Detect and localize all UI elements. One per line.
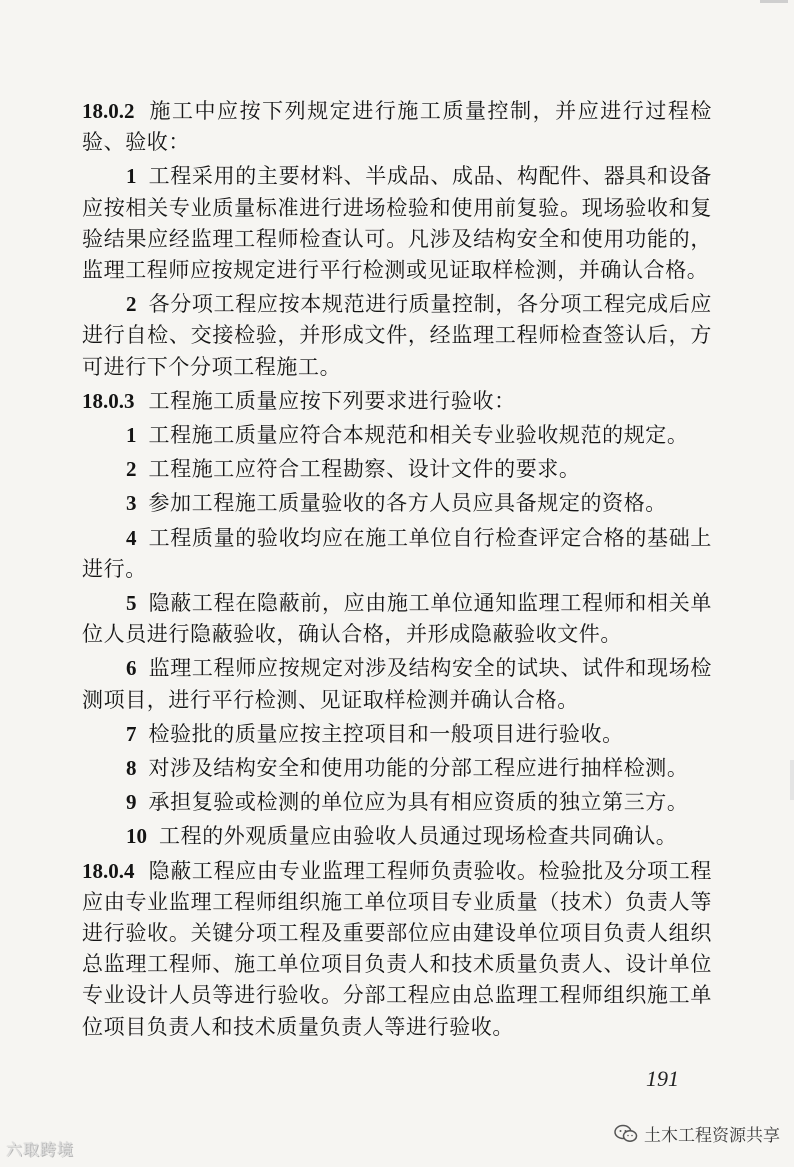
list-item (82, 787, 712, 818)
item-number: 5 (126, 591, 137, 616)
item-text: 检验批的质量应按主控项目和一般项目进行验收。 (148, 721, 624, 746)
item-number: 8 (126, 756, 137, 781)
item-text: 工程施工质量应符合本规范和相关专业验收规范的规定。 (148, 423, 689, 448)
list-item (82, 161, 712, 286)
list-item (82, 420, 712, 451)
item-text: 工程的外观质量应由验收人员通过现场检查共同确认。 (159, 824, 678, 849)
list-item (82, 588, 712, 650)
list-item (82, 289, 712, 383)
clause-text: 工程施工质量应按下列要求进行验收： (148, 388, 516, 413)
document-body (82, 96, 712, 1046)
scan-edge-mark (760, 0, 788, 3)
item-number: 1 (126, 164, 137, 189)
item-number: 9 (126, 790, 137, 815)
item-text: 各分项工程应按本规范进行质量控制，各分项工程完成后应进行自检、交接检验，并形成文件，经监理工程师检查签认后，方可进行下个分项工程施工。 (82, 292, 712, 379)
item-number: 7 (126, 721, 137, 746)
clause-text: 施工中应按下列规定进行施工质量控制，并应进行过程检验、验收： (82, 99, 712, 155)
watermark-right-text: 土木工程资源共享 (644, 1126, 780, 1146)
item-text: 工程采用的主要材料、半成品、成品、构配件、器具和设备应按相关专业质量标准进行进场检验和使用前复验。现场验收和复验结果应经监理工程师检查认可。凡涉及结构安全和使用功能的，监理工程师应按规定进行平行检测或见证取样检测，并确认合格。 (82, 164, 712, 283)
page-number: 191 (646, 1066, 679, 1091)
item-number: 2 (126, 457, 137, 482)
scan-edge-mark (790, 760, 794, 800)
list-item (82, 719, 712, 750)
list-item (82, 653, 712, 715)
item-text: 工程质量的验收均应在施工单位自行检查评定合格的基础上进行。 (82, 525, 712, 581)
item-text: 对涉及结构安全和使用功能的分部工程应进行抽样检测。 (148, 756, 689, 781)
clause-18-0-4 (82, 856, 712, 1043)
clause-18-0-2 (82, 96, 712, 158)
item-text: 参加工程施工质量验收的各方人员应具备规定的资格。 (148, 491, 667, 516)
item-number: 3 (126, 491, 137, 516)
watermark-left-text: 六取跨境 (6, 1140, 75, 1159)
item-number: 6 (126, 656, 137, 681)
item-text: 工程施工应符合工程勘察、设计文件的要求。 (148, 457, 581, 482)
clause-number: 18.0.4 (82, 858, 135, 883)
item-number: 2 (126, 292, 137, 317)
item-number: 4 (126, 525, 137, 550)
watermark-right (614, 1121, 780, 1146)
item-number: 1 (126, 423, 137, 448)
item-text: 隐蔽工程在隐蔽前，应由施工单位通知监理工程师和相关单位人员进行隐蔽验收，确认合格，并形成隐蔽验收文件。 (82, 591, 712, 647)
item-text: 监理工程师应按规定对涉及结构安全的试块、试件和现场检测项目，进行平行检测、见证取样检测并确认合格。 (82, 656, 712, 712)
clause-18-0-3 (82, 386, 712, 417)
item-number: 10 (126, 824, 147, 849)
clause-number: 18.0.3 (82, 388, 135, 413)
list-item (82, 454, 712, 485)
clause-text: 隐蔽工程应由专业监理工程师负责验收。检验批及分项工程应由专业监理工程师组织施工单位项目专业质量（技术）负责人等进行验收。关键分项工程及重要部位应由建设单位项目负责人组织总监理工程师、施工单位项目负责人和技术质量负责人、设计单位专业设计人员等进行验收。分部工程应由总监理工程师组织施工单位项目负责人和技术质量负责人等进行验收。 (82, 858, 712, 1039)
list-item (82, 753, 712, 784)
watermark-left (6, 1137, 74, 1160)
list-item (82, 488, 712, 519)
wechat-icon (614, 1124, 638, 1144)
list-item (82, 523, 712, 585)
item-text: 承担复验或检测的单位应为具有相应资质的独立第三方。 (148, 790, 689, 815)
clause-number: 18.0.2 (82, 99, 135, 123)
list-item (82, 821, 712, 852)
